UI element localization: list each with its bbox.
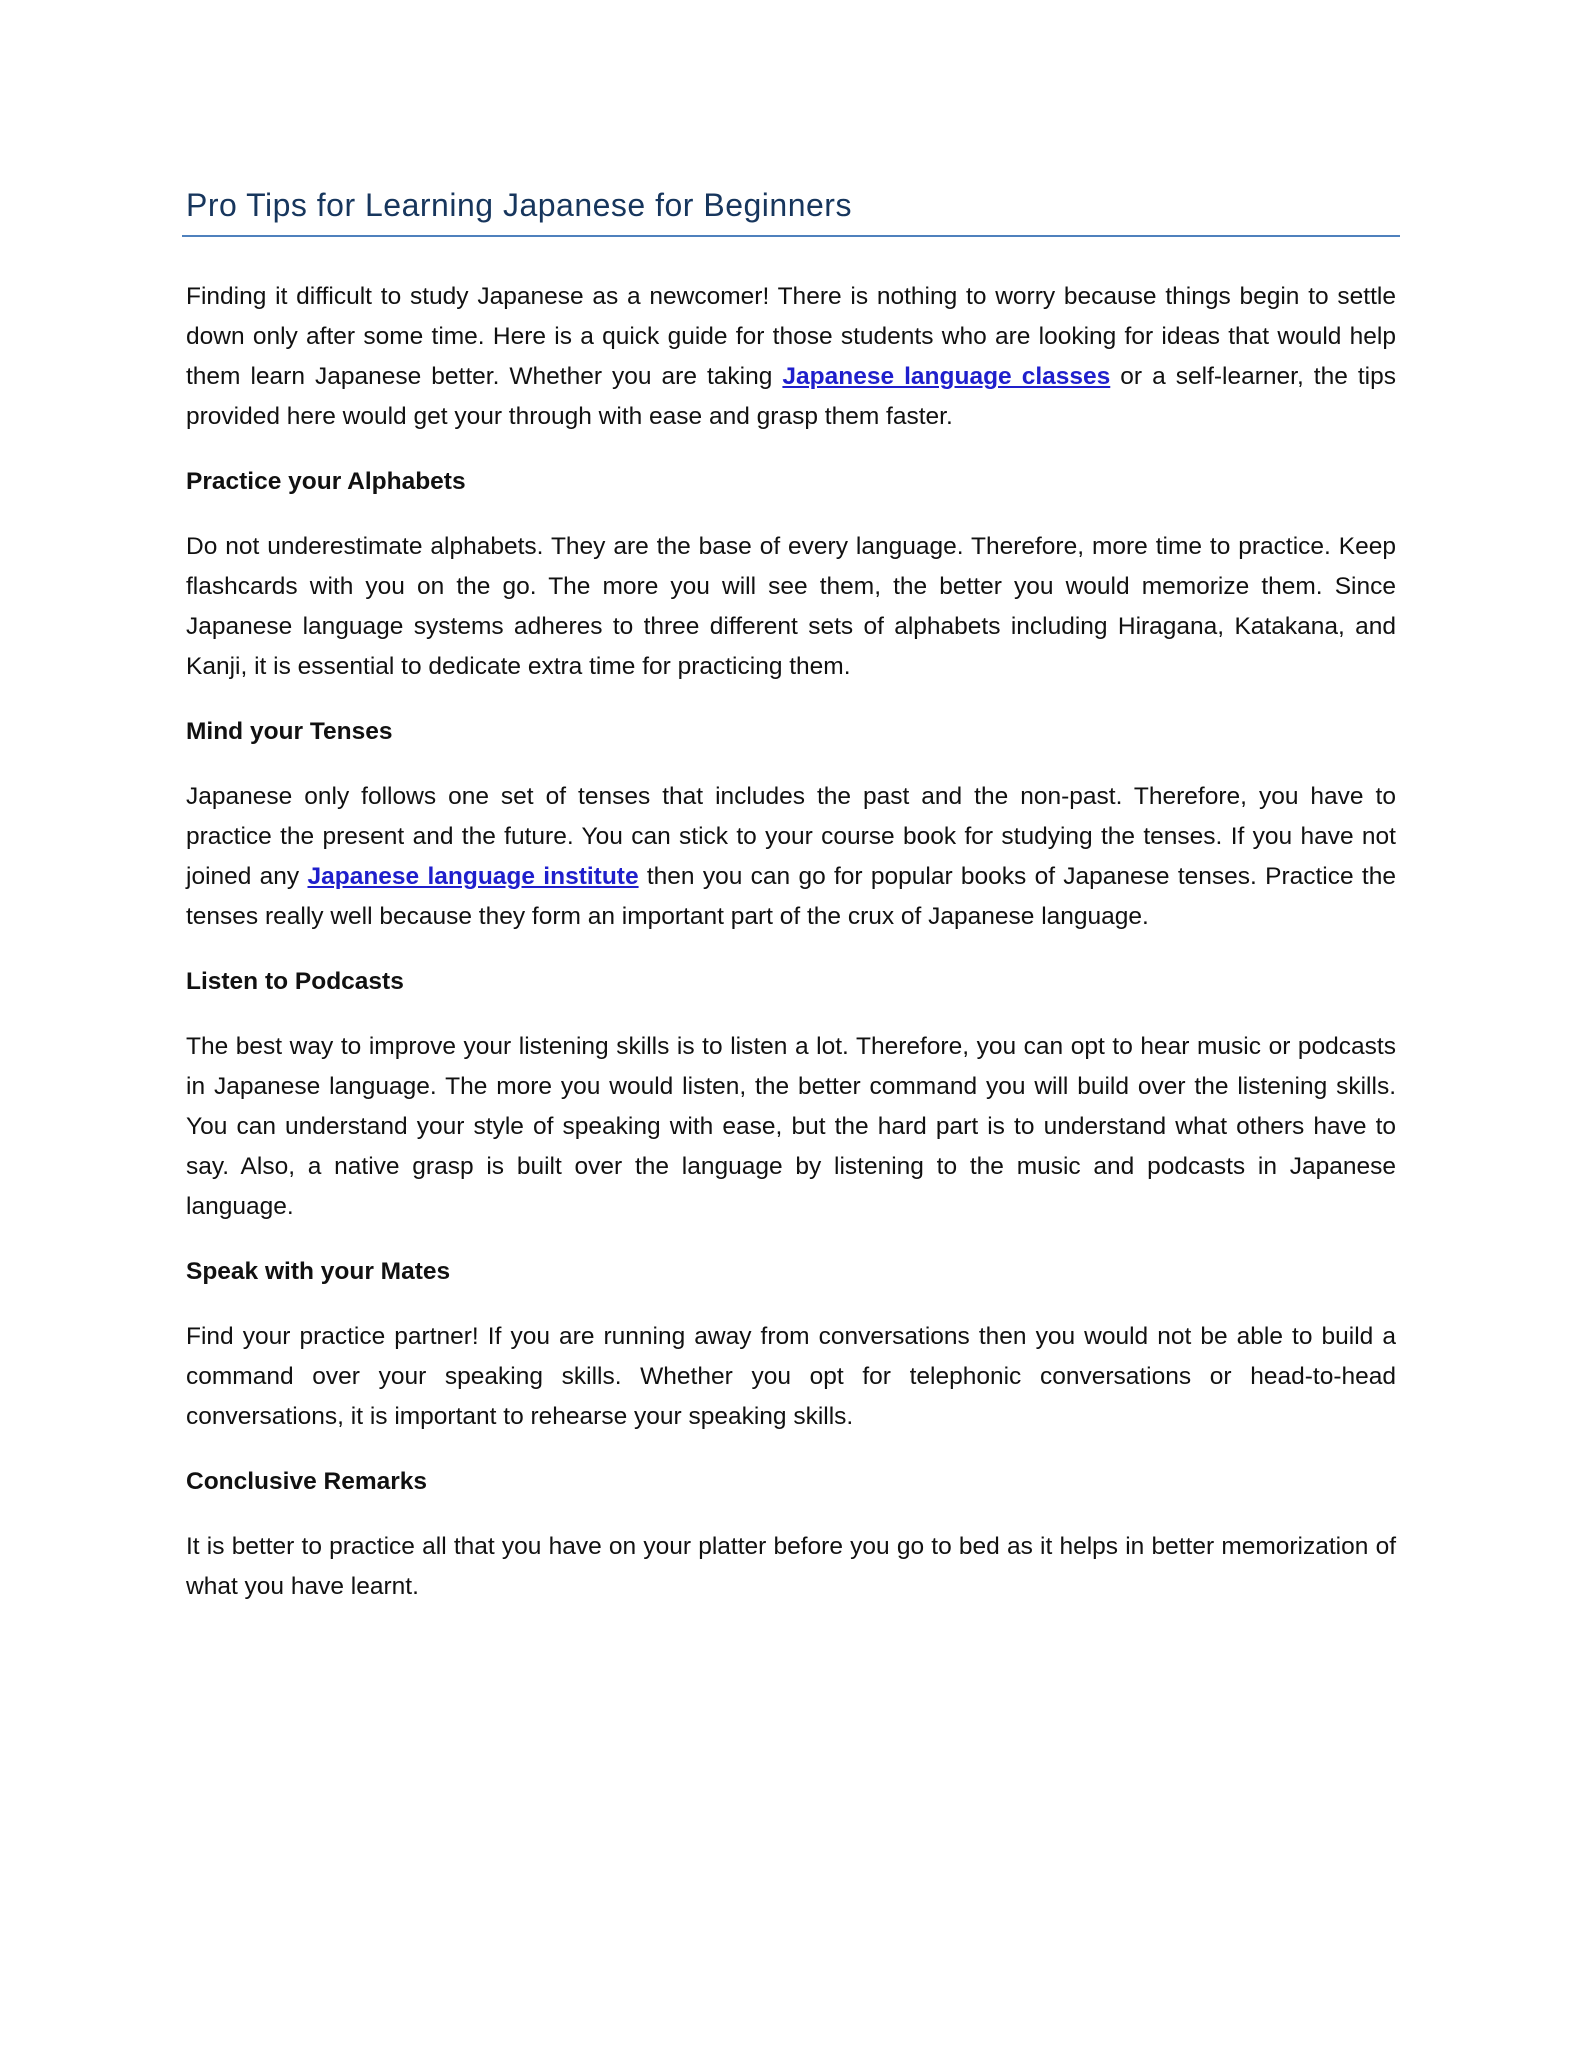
tenses-text-after-link: then you can go for popular books of Japanese tenses. Practice the tenses really well because they form an important part of the crux of Japanese language. (186, 863, 1396, 930)
section-heading-alphabets: Practice your Alphabets (186, 468, 466, 495)
section-heading-conclusion: Conclusive Remarks (186, 1468, 428, 1495)
japanese-language-classes-link[interactable]: Japanese language classes (782, 363, 1111, 390)
section-body-alphabets: Do not underestimate alphabets. They are the base of every language. Therefore, more time to practice. Keep flashcards with you on the go. The more you will see them, the better you would memorize them. Since Japanese language systems adheres to three different sets of alphabets including Hiragana, Katakana, and Kanji, it is essential to dedicate extra time for practicing them. (186, 533, 1396, 680)
section-body-tenses (186, 777, 1396, 937)
section-heading-tenses: Mind your Tenses (186, 718, 393, 745)
intro-paragraph (186, 277, 1396, 437)
tenses-text-before-link: Japanese only follows one set of tenses that includes the past and the non-past. Therefore, you have to practice the present and the future. You can stick to your course book for studying the tenses. If you have not joined any (186, 783, 1396, 890)
section-body-podcasts: The best way to improve your listening skills is to listen a lot. Therefore, you can opt to hear music or podcasts in Japanese language. The more you would listen, the better command you will build over the listening skills. You can understand your style of speaking with ease, but the hard part is to understand what others have to say. Also, a native grasp is built over the language by listening to the music and podcasts in Japanese language. (186, 1033, 1396, 1220)
document-content (186, 185, 1396, 1632)
intro-text-after-link: or a self-learner, the tips provided here would get your through with ease and grasp them faster. (186, 363, 1396, 430)
section-heading-mates: Speak with your Mates (186, 1258, 451, 1285)
section-body-mates: Find your practice partner! If you are running away from conversations then you would not be able to build a command over your speaking skills. Whether you opt for telephonic conversations or head-to-head conversations, it is important to rehearse your speaking skills. (186, 1323, 1396, 1430)
section-body-conclusion: It is better to practice all that you have on your platter before you go to bed as it helps in better memorization of what you have learnt. (186, 1533, 1396, 1600)
section-heading-podcasts: Listen to Podcasts (186, 968, 404, 995)
japanese-language-institute-link[interactable]: Japanese language institute (307, 863, 639, 890)
intro-text-before-link: Finding it difficult to study Japanese as a newcomer! There is nothing to worry because things begin to settle down only after some time. Here is a quick guide for those students who are looking for ideas that would help them learn Japanese better. Whether you are taking (186, 283, 1396, 390)
title-underline-rule (182, 235, 1400, 237)
document-title: Pro Tips for Learning Japanese for Beginners (186, 187, 852, 223)
